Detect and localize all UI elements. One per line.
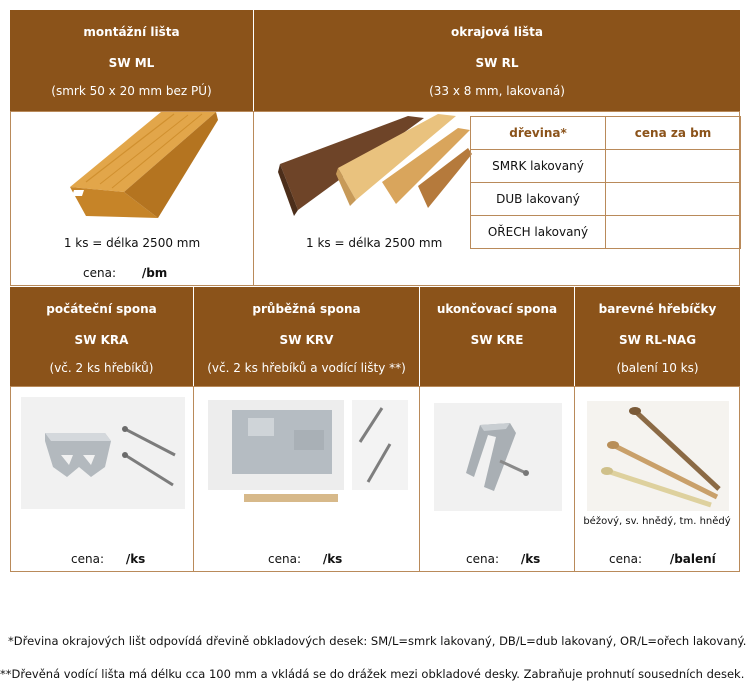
kre-price-label: cena:: [466, 552, 499, 566]
kra-price: [71, 552, 145, 566]
krv-code: SW KRV: [279, 333, 334, 347]
ml-length: 1 ks = délka 2500 mm: [63, 236, 201, 250]
nag-name: barevné hřebíčky: [598, 302, 717, 316]
rl-header: [254, 10, 740, 111]
krv-spec: (vč. 2 ks hřebíků a vodící lišty **): [207, 361, 406, 375]
ml-cell: [10, 111, 254, 286]
ml-batten-image: [66, 112, 231, 222]
krv-name: průběžná spona: [252, 302, 361, 316]
rl-strips-image: [278, 112, 473, 224]
kre-header: [420, 287, 574, 386]
nag-spec: (balení 10 ks): [616, 361, 699, 375]
table-row: [471, 183, 741, 216]
ml-price-unit: /bm: [141, 266, 168, 280]
col-header-wood: dřevina*: [471, 117, 606, 150]
ml-name: montážní lišta: [83, 25, 180, 39]
kra-code: SW KRA: [74, 333, 129, 347]
kra-header: [10, 287, 193, 386]
middle-clip-image: [208, 400, 408, 506]
krv-price-unit: /ks: [322, 552, 343, 566]
kre-price-unit: /ks: [520, 552, 541, 566]
ml-price: [83, 266, 167, 280]
rl-code: SW RL: [475, 56, 519, 70]
rl-name: okrajová lišta: [451, 25, 543, 39]
table-row: [471, 216, 741, 249]
start-clip-image: [21, 397, 185, 509]
rl-length: 1 ks = délka 2500 mm: [306, 236, 443, 250]
ml-spec: (smrk 50 x 20 mm bez PÚ): [51, 84, 212, 98]
wood-cell: OŘECH lakovaný: [471, 216, 606, 249]
nag-price: [609, 552, 716, 566]
nag-code: SW RL-NAG: [618, 333, 697, 347]
kre-name: ukončovací spona: [436, 302, 558, 316]
kra-price-label: cena:: [71, 552, 104, 566]
nag-header: [575, 287, 740, 386]
col-header-price: cena za bm: [606, 117, 741, 150]
krv-header: [194, 287, 419, 386]
ml-header: [10, 10, 253, 111]
price-cell: [606, 216, 741, 249]
ml-code: SW ML: [108, 56, 155, 70]
kra-price-unit: /ks: [125, 552, 146, 566]
price-cell: [606, 183, 741, 216]
kre-cell: [419, 386, 575, 572]
kra-spec: (vč. 2 ks hřebíků): [49, 361, 154, 375]
kre-price: [466, 552, 540, 566]
kra-name: počáteční spona: [46, 302, 157, 316]
wood-cell: DUB lakovaný: [471, 183, 606, 216]
footnote-guide: **Dřevěná vodící lišta má délku cca 100 mm a vkládá se do drážek mezi obkladové desky. Zabraňuje prohnutí sousedních desek.: [0, 667, 745, 681]
ml-price-label: cena:: [83, 266, 116, 280]
rl-spec: (33 x 8 mm, lakovaná): [429, 84, 565, 98]
price-cell: [606, 150, 741, 183]
footnote-wood: *Dřevina okrajových lišt odpovídá dřevině obkladových desek: SM/L=smrk lakovaný, DB/L=dub lakovaný, OR/L=ořech lakovaný.: [8, 634, 747, 648]
nag-price-label: cena:: [609, 552, 642, 566]
colored-nails-image: [587, 401, 729, 511]
krv-cell: [193, 386, 420, 572]
kra-cell: [10, 386, 194, 572]
kre-code: SW KRE: [470, 333, 524, 347]
krv-price-label: cena:: [268, 552, 301, 566]
nag-color-note: béžový, sv. hnědý, tm. hnědý: [583, 516, 731, 527]
nag-cell: [574, 386, 740, 572]
end-clip-image: [434, 403, 562, 511]
table-row: [471, 150, 741, 183]
wood-cell: SMRK lakovaný: [471, 150, 606, 183]
krv-price: [268, 552, 342, 566]
wood-price-table: [470, 116, 741, 249]
nag-price-unit: /balení: [669, 552, 716, 566]
rl-cell: [253, 111, 740, 286]
